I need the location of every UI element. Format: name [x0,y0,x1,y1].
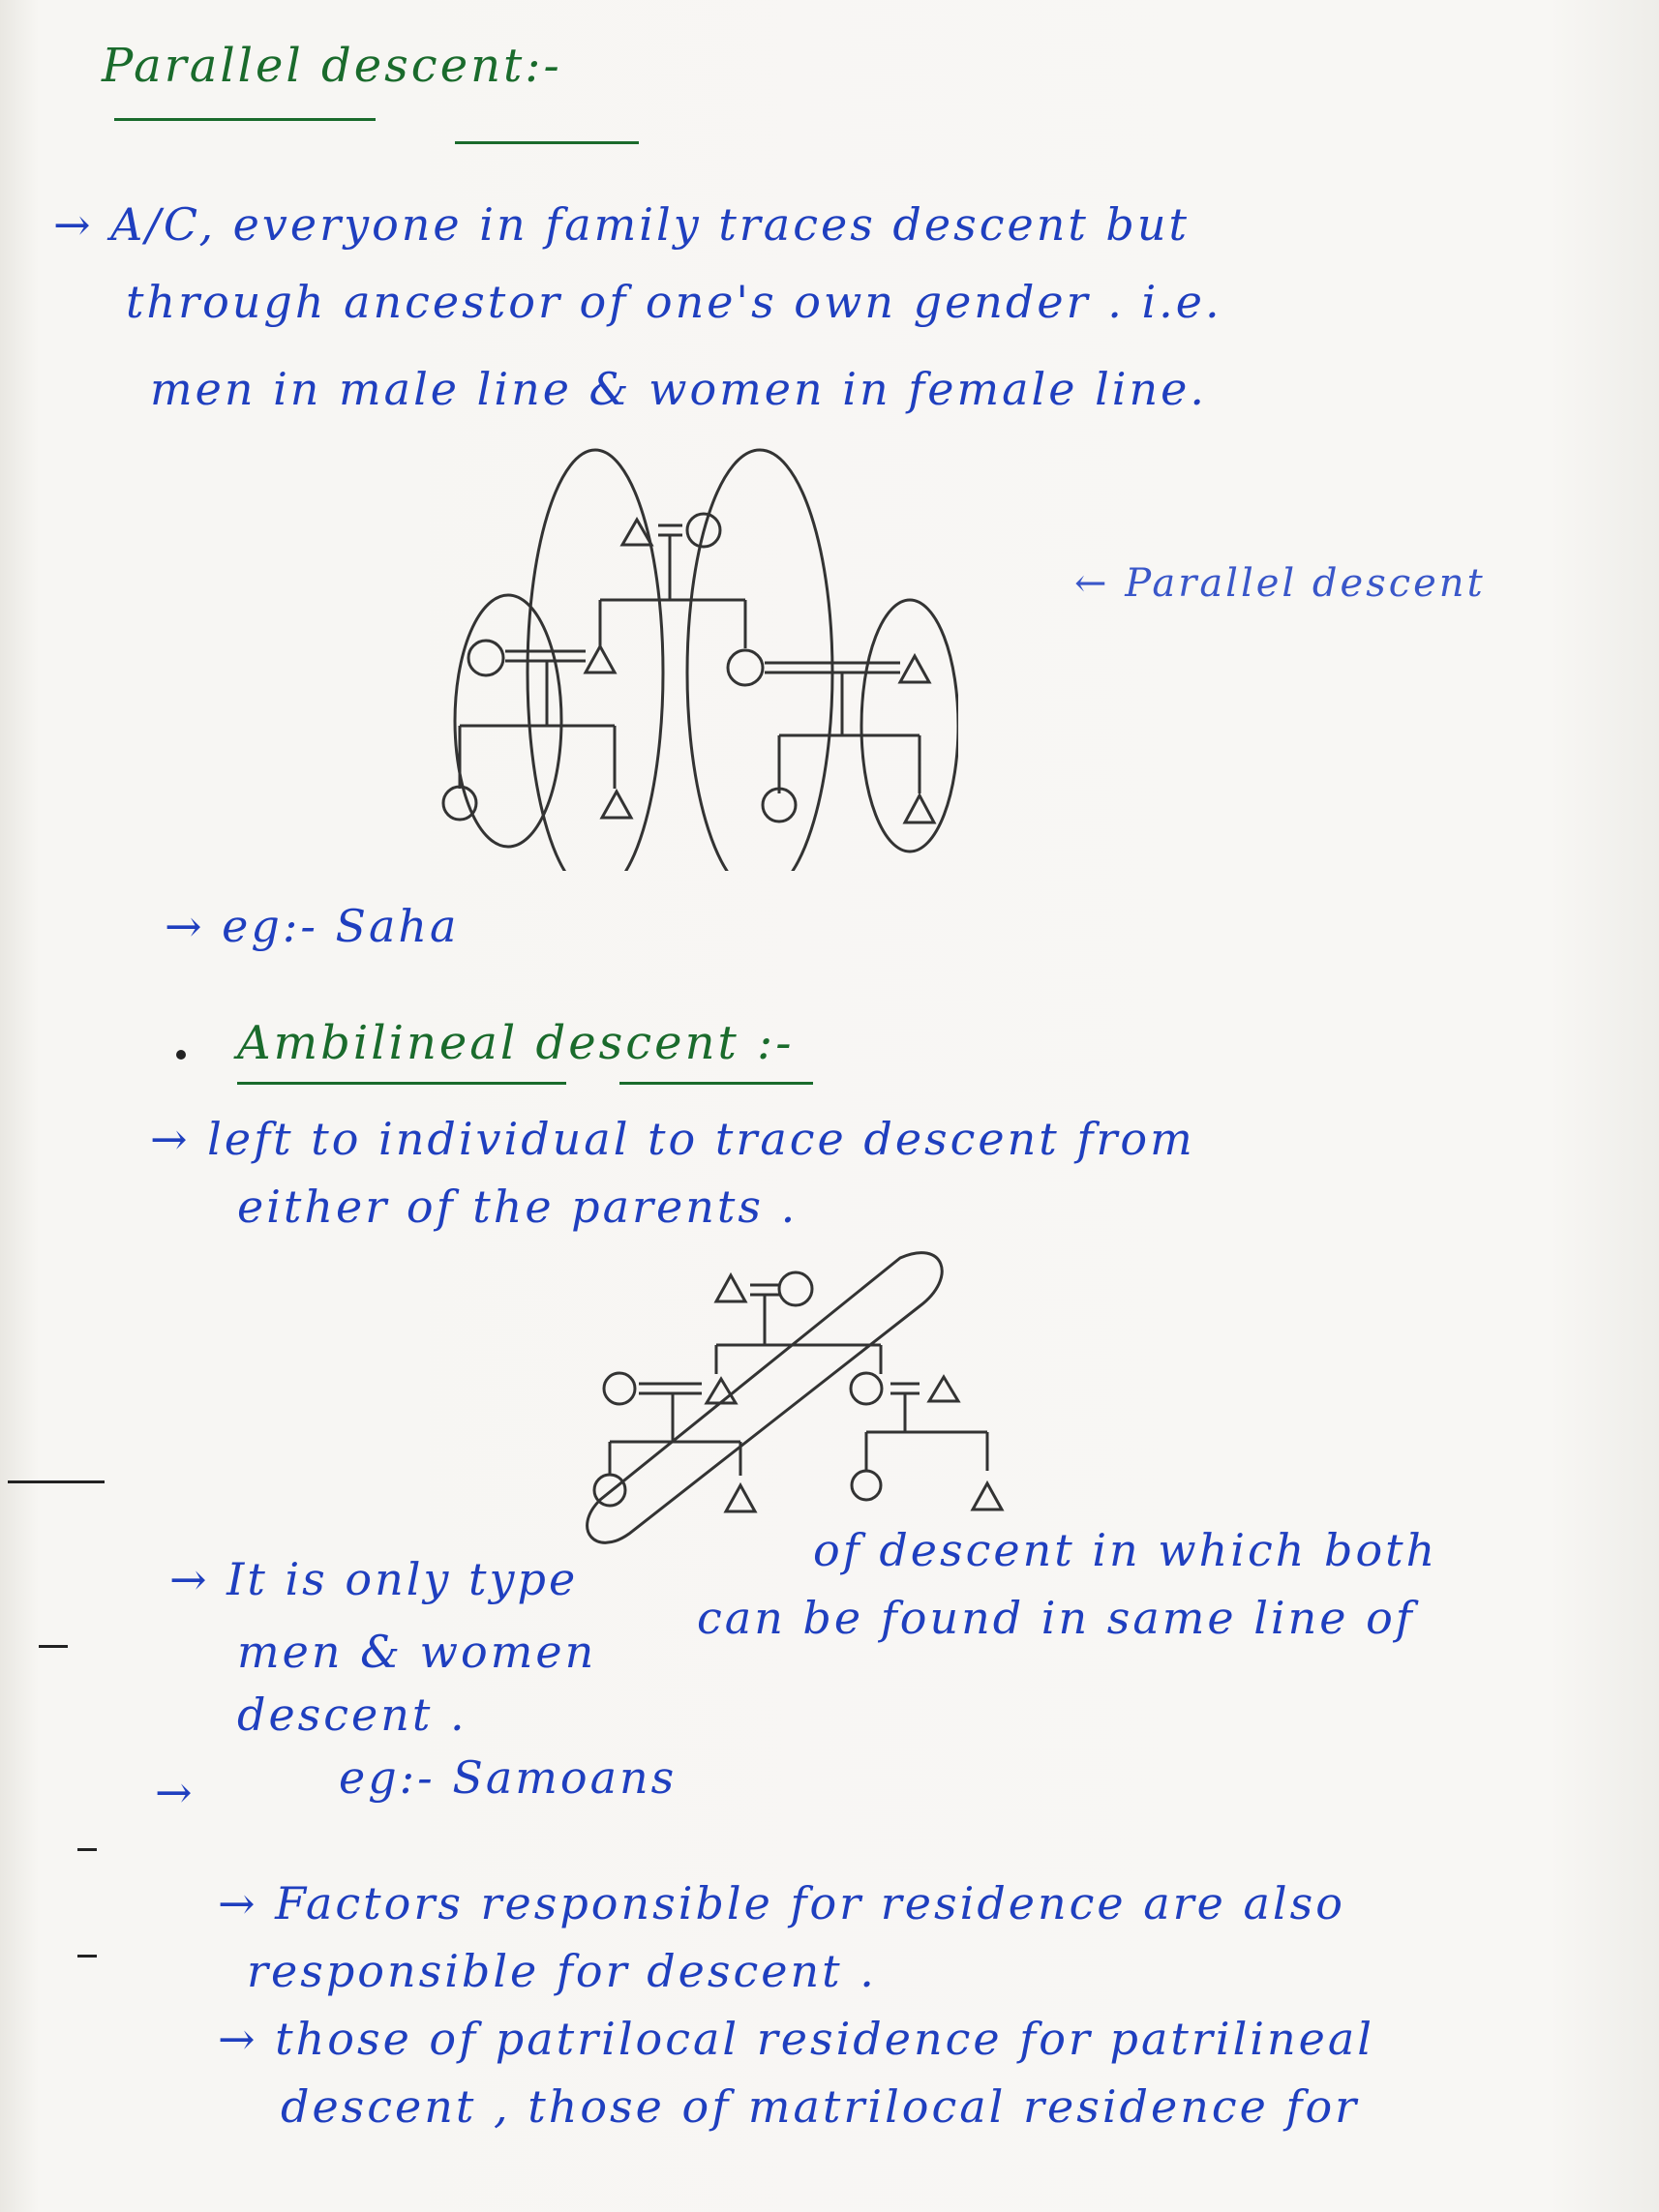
ambilineal-note-2a: men & women [237,1626,597,1678]
margin-mark [8,1480,105,1483]
ambilineal-note-2b: can be found in same line of [697,1592,1415,1644]
margin-mark [77,1955,97,1958]
ambilineal-note-1b: of descent in which both [813,1524,1438,1576]
ambilineal-line-2: either of the parents . [237,1181,799,1233]
parallel-example: → eg:- Saha [165,900,460,952]
margin-mark [77,1848,97,1851]
heading-underline [619,1082,813,1085]
example-arrow: → [155,1766,196,1818]
ambilineal-heading: Ambilineal descent :- [237,1016,795,1070]
factors-line-2: responsible for descent . [247,1945,877,1997]
ambilineal-line-1: → left to individual to trace descent from [150,1113,1195,1165]
diagram-label: ← Parallel descent [1074,561,1486,606]
ambilineal-descent-diagram [571,1239,1016,1558]
parallel-line-1: → A/C, everyone in family traces descent but [53,198,1190,251]
factors-line-4: descent , those of matrilocal residence for [281,2080,1360,2133]
parallel-descent-diagram [416,426,958,871]
heading-underline [455,141,639,144]
ambilineal-example: eg:- Samoans [339,1751,678,1804]
factors-line-1: → Factors responsible for residence are also [218,1877,1345,1929]
margin-mark [39,1645,68,1648]
factors-line-3: → those of patrilocal residence for patrilineal [218,2013,1374,2065]
ambilineal-note-3: descent . [237,1689,468,1741]
heading-underline [114,118,376,121]
parallel-line-3: men in male line & women in female line. [150,363,1207,415]
heading-underline [237,1082,566,1085]
bullet [176,1050,186,1060]
parallel-heading: Parallel descent:- [102,39,562,93]
parallel-line-2: through ancestor of one's own gender . i.e. [126,276,1222,328]
ambilineal-note-1a: → It is only type [169,1553,579,1605]
